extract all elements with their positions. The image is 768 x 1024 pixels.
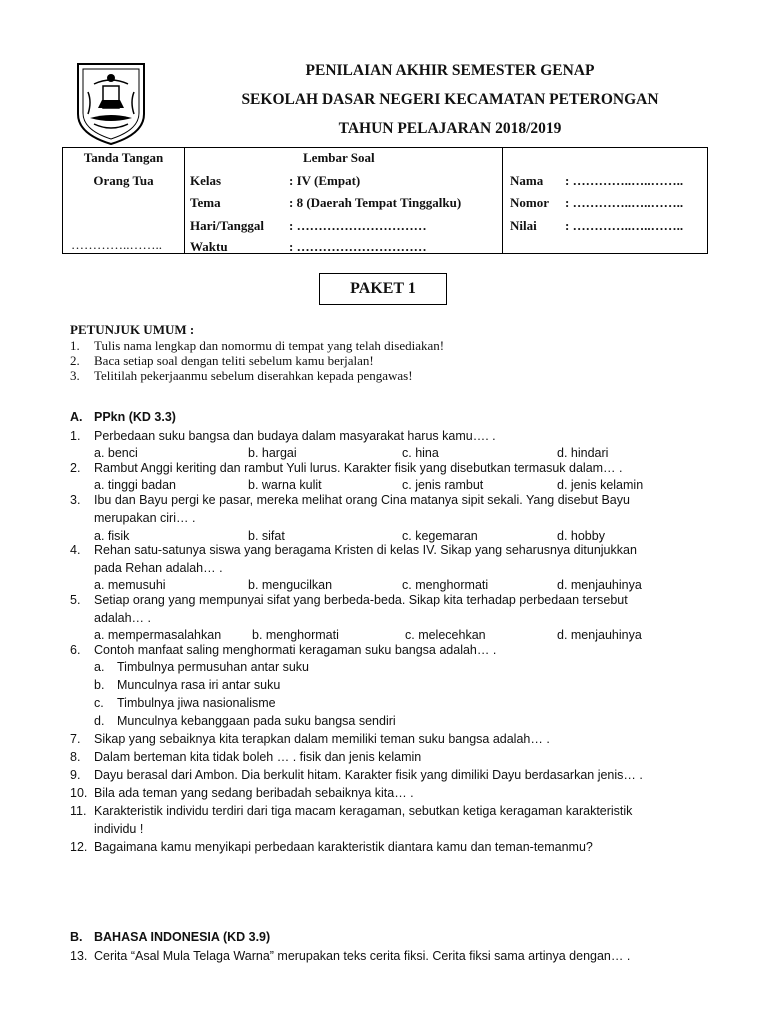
table-divider	[184, 148, 185, 253]
signature-label: Tanda Tangan	[83, 150, 164, 165]
option-a[interactable]: a. memusuhi	[94, 578, 166, 592]
instruction-number: 2.	[70, 353, 80, 368]
question-text-continued: merupakan ciri… .	[94, 511, 196, 525]
option-c[interactable]: c. jenis rambut	[402, 478, 484, 492]
question-number: 4.	[70, 543, 81, 557]
option-b[interactable]: b. mengucilkan	[248, 578, 333, 592]
hari-tanggal-label: Hari/Tanggal	[190, 218, 264, 233]
option-a[interactable]: a. tinggi badan	[94, 478, 177, 492]
option-c[interactable]: c. menghormati	[402, 578, 489, 592]
nama-label: Nama	[510, 173, 544, 188]
exam-title: PENILAIAN AKHIR SEMESTER GENAP	[305, 62, 595, 79]
question-number: 2.	[70, 461, 81, 475]
option-a[interactable]: a. benci	[94, 446, 138, 460]
option-d[interactable]: d. hindari	[557, 446, 609, 460]
option-c[interactable]: c. melecehkan	[405, 628, 486, 642]
question-number: 5.	[70, 593, 81, 607]
option-b[interactable]: b. hargai	[248, 446, 297, 460]
school-emblem-logo	[74, 62, 148, 146]
instruction-number: 3.	[70, 368, 80, 383]
sheet-title: Lembar Soal	[303, 150, 375, 165]
instruction-number: 1.	[70, 338, 80, 353]
section-a-letter: A.	[70, 410, 83, 424]
option-d[interactable]: d. hobby	[557, 529, 605, 543]
waktu-label: Waktu	[190, 239, 228, 254]
instruction-item: Tulis nama lengkap dan nomormu di tempat yang telah disediakan!	[94, 338, 445, 353]
instruction-item: Telitilah pekerjaanmu sebelum diserahkan kepada pengawas!	[94, 368, 413, 383]
student-identity-table	[62, 147, 708, 254]
option-b[interactable]: Munculnya rasa iri antar suku	[117, 678, 281, 692]
section-b-letter: B.	[70, 930, 83, 944]
question-number: 3.	[70, 493, 81, 507]
question-text-continued: individu !	[94, 822, 144, 836]
section-a-title: PPkn (KD 3.3)	[94, 410, 176, 424]
option-b[interactable]: b. menghormati	[252, 628, 339, 642]
option-c[interactable]: Timbulnya jiwa nasionalisme	[117, 696, 276, 710]
question-text: Bagaimana kamu menyikapi perbedaan karakteristik diantara kamu dan teman-temanmu?	[94, 840, 593, 854]
option-c[interactable]: c. hina	[402, 446, 439, 460]
question-number: 13.	[70, 949, 88, 963]
kelas-value: : IV (Empat)	[289, 173, 361, 188]
option-letter: a.	[94, 660, 105, 674]
question-text: Dalam berteman kita tidak boleh … . fisik dan jenis kelamin	[94, 750, 422, 764]
kelas-label: Kelas	[190, 173, 222, 188]
option-b[interactable]: b. sifat	[248, 529, 285, 543]
option-b[interactable]: b. warna kulit	[248, 478, 322, 492]
question-text-continued: adalah… .	[94, 611, 151, 625]
nilai-label: Nilai	[510, 218, 537, 233]
option-letter: b.	[94, 678, 105, 692]
package-label-box: PAKET 1	[319, 273, 447, 305]
option-c[interactable]: c. kegemaran	[402, 529, 478, 543]
instruction-item: Baca setiap soal dengan teliti sebelum kamu berjalan!	[94, 353, 374, 368]
option-letter: c.	[94, 696, 104, 710]
nama-field[interactable]: : …………..…..……..	[565, 173, 684, 188]
option-letter: d.	[94, 714, 105, 728]
question-number: 1.	[70, 429, 81, 443]
instructions-title: PETUNJUK UMUM :	[70, 322, 195, 337]
question-number: 6.	[70, 643, 81, 657]
question-number: 9.	[70, 768, 81, 782]
option-d[interactable]: d. menjauhinya	[557, 578, 642, 592]
question-text: Bila ada teman yang sedang beribadah sebaiknya kita… .	[94, 786, 414, 800]
tema-label: Tema	[190, 195, 221, 210]
question-text: Contoh manfaat saling menghormati keragaman suku bangsa adalah… .	[94, 643, 497, 657]
nilai-field[interactable]: : …………..…..……..	[565, 218, 684, 233]
option-a[interactable]: a. mempermasalahkan	[94, 628, 222, 642]
signature-field[interactable]: …………..……..	[71, 237, 162, 252]
academic-year: TAHUN PELAJARAN 2018/2019	[338, 120, 562, 137]
question-number: 11.	[70, 804, 87, 818]
question-number: 7.	[70, 732, 81, 746]
nomor-label: Nomor	[510, 195, 549, 210]
question-text: Sikap yang sebaiknya kita terapkan dalam memiliki teman suku bangsa adalah… .	[94, 732, 550, 746]
question-text: Setiap orang yang mempunyai sifat yang berbeda-beda. Sikap kita terhadap perbedaan tersebut	[94, 593, 628, 607]
section-b-title: BAHASA INDONESIA (KD 3.9)	[94, 930, 271, 944]
signature-label-parent: Orang Tua	[93, 173, 154, 188]
question-number: 8.	[70, 750, 81, 764]
question-text: Karakteristik individu terdiri dari tiga macam keragaman, sebutkan ketiga keragaman karakteristik	[94, 804, 633, 818]
school-name: SEKOLAH DASAR NEGERI KECAMATAN PETERONGAN	[241, 91, 659, 108]
question-text: Cerita “Asal Mula Telaga Warna” merupakan teks cerita fiksi. Cerita fiksi sama artinya dengan… .	[94, 949, 631, 963]
option-d[interactable]: d. menjauhinya	[557, 628, 642, 642]
option-d[interactable]: Munculnya kebanggaan pada suku bangsa sendiri	[117, 714, 396, 728]
question-text: Perbedaan suku bangsa dan budaya dalam masyarakat harus kamu…. .	[94, 429, 496, 443]
option-d[interactable]: d. jenis kelamin	[557, 478, 644, 492]
nomor-field[interactable]: : …………..…..……..	[565, 195, 684, 210]
question-text-continued: pada Rehan adalah… .	[94, 561, 223, 575]
option-a[interactable]: a. fisik	[94, 529, 130, 543]
table-divider	[502, 148, 503, 253]
question-text: Rehan satu-satunya siswa yang beragama Kristen di kelas IV. Sikap yang seharusnya ditunjukkan	[94, 543, 637, 557]
question-text: Dayu berasal dari Ambon. Dia berkulit hitam. Karakter fisik yang dimiliki Dayu berdasarkan jenis… .	[94, 768, 643, 782]
question-number: 12.	[70, 840, 88, 854]
question-number: 10.	[70, 786, 88, 800]
question-text: Ibu dan Bayu pergi ke pasar, mereka melihat orang Cina matanya sipit sekali. Yang disebut Bayu	[94, 493, 630, 507]
tema-value: : 8 (Daerah Tempat Tinggalku)	[289, 195, 462, 210]
waktu-field[interactable]: : …………………………	[289, 239, 427, 254]
option-a[interactable]: Timbulnya permusuhan antar suku	[117, 660, 309, 674]
hari-tanggal-field[interactable]: : …………………………	[289, 218, 427, 233]
question-text: Rambut Anggi keriting dan rambut Yuli lurus. Karakter fisik yang disebutkan termasuk dalam… .	[94, 461, 623, 475]
